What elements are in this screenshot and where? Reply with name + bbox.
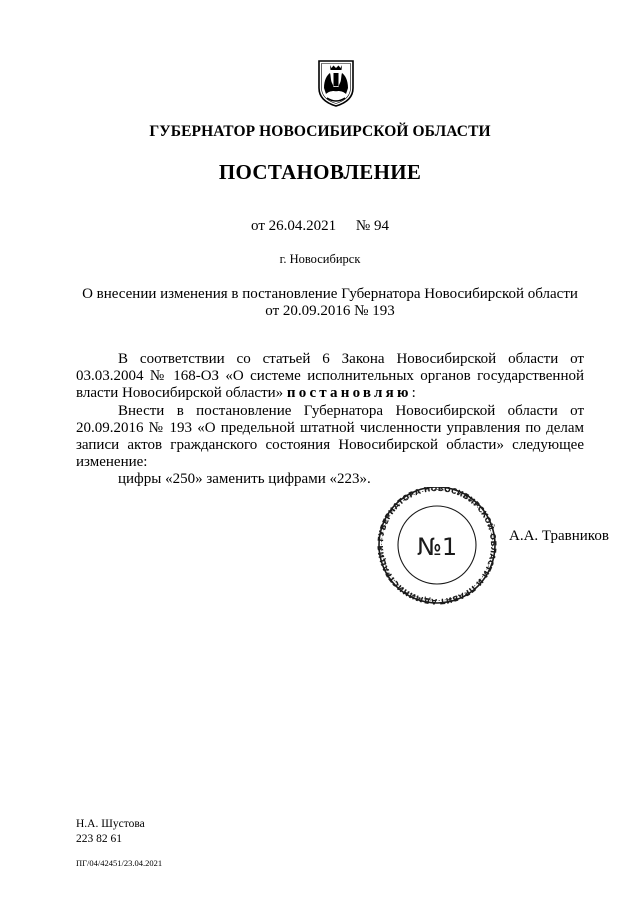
- signer-name: А.А. Травников: [509, 528, 609, 544]
- svg-text:АДМИНИСТРАЦИЯ ГУБЕРНАТОРА НОВО: АДМИНИСТРАЦИЯ ГУБЕРНАТОРА НОВОСИБИРСКОЙ ОБЛАСТИ И ПРАВИТ: [375, 487, 499, 607]
- paragraph-basis-text: В соответствии со статьей 6 Закона Новосибирской области от 03.03.2004 № 168-ОЗ «О системе исполнительных органов государственной власти Новосибирской области»: [76, 351, 584, 402]
- paragraph-amendment: Внести в постановление Губернатора Новосибирской области от 20.09.2016 № 193 «О предельной штатной численности управления по делам записи актов гражданского состояния Новосибирской области» следующее изменение:: [76, 402, 584, 471]
- subject-line-1: О внесении изменения в постановление Губернатора Новосибирской области: [82, 286, 578, 302]
- paragraph-change: цифры «250» заменить цифрами «223».: [118, 471, 371, 488]
- document-type: ПОСТАНОВЛЕНИЕ: [218, 160, 422, 184]
- decree-word: постановляю: [286, 385, 412, 402]
- paragraph-basis: [76, 351, 584, 403]
- document-number: 94: [373, 218, 389, 234]
- coat-of-arms-icon: [316, 58, 356, 108]
- paragraph-basis-end: :: [411, 385, 416, 402]
- executor-phone: 223 82 61: [76, 833, 122, 845]
- executor-name: Н.А. Шустова: [76, 818, 145, 830]
- number-prefix: №: [355, 218, 371, 234]
- document-subject: [70, 286, 590, 320]
- official-stamp: [370, 487, 504, 607]
- document-body: [76, 351, 584, 489]
- subject-line-2: от 20.09.2016 № 193: [265, 303, 395, 319]
- organization-title: ГУБЕРНАТОР НОВОСИБИРСКОЙ ОБЛАСТИ: [149, 123, 491, 140]
- svg-text:№1: №1: [416, 533, 458, 561]
- date-line: [0, 218, 640, 235]
- document-reference: ПГ/04/42451/23.04.2021: [76, 858, 163, 868]
- date-prefix: от: [251, 218, 265, 234]
- city: г. Новосибирск: [279, 252, 361, 266]
- document-date: 26.04.2021: [268, 218, 337, 234]
